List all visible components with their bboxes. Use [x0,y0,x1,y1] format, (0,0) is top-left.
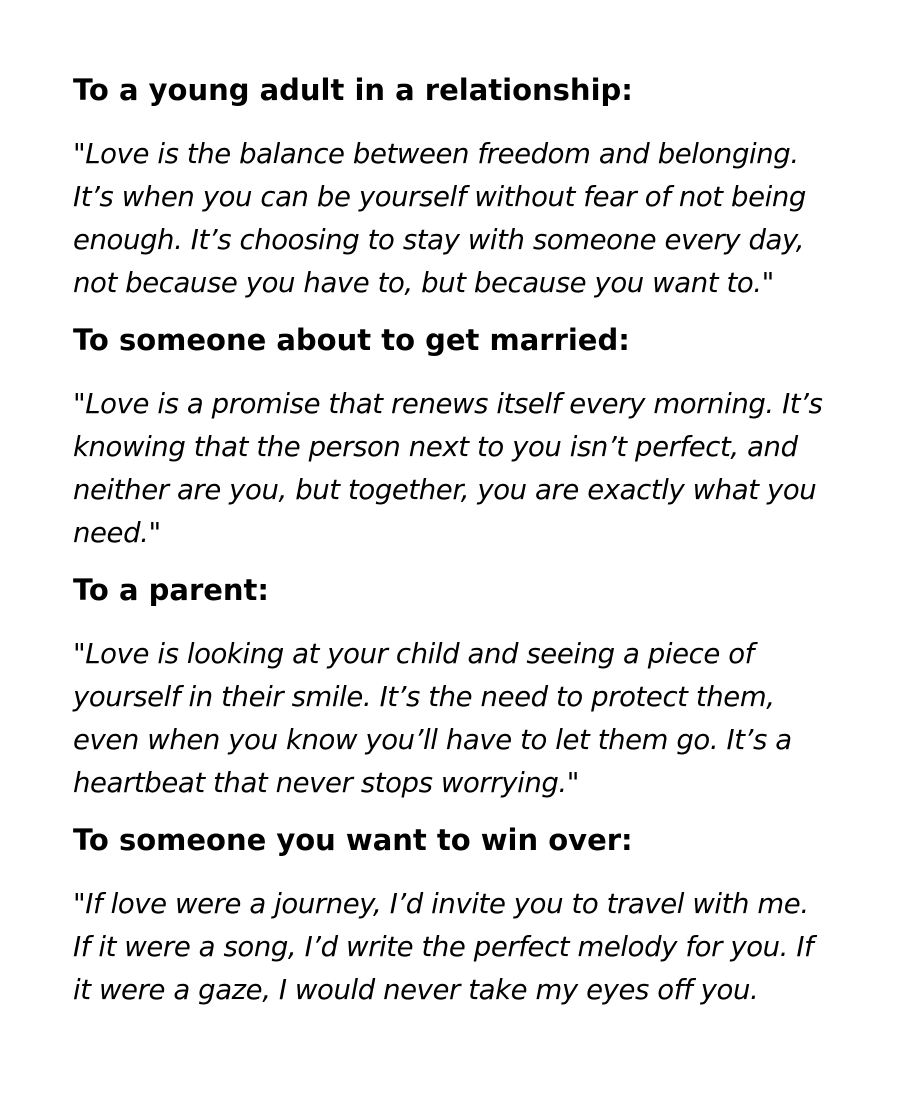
section-quote [73,633,873,805]
quote-line: "Love is the balance between freedom and belonging. [73,138,799,170]
section-heading: To a parent: [73,573,270,607]
section-getting-married [73,320,873,555]
quote-line: If it were a song, I’d write the perfect melody for you. If [73,931,814,963]
section-quote [73,383,873,555]
quote-line: "Love is a promise that renews itself every morning. It’s [73,388,823,420]
document-page [73,70,873,1012]
quote-line: "If love were a journey, I’d invite you to travel with me. [73,888,809,920]
section-heading: To someone you want to win over: [73,823,633,857]
quote-line: yourself in their smile. It’s the need to protect them, [73,681,775,713]
quote-line: knowing that the person next to you isn’t perfect, and [73,431,798,463]
quote-line: even when you know you’ll have to let them go. It’s a [73,724,792,756]
section-young-adult [73,70,873,305]
quote-line: heartbeat that never stops worrying." [73,767,579,799]
section-quote [73,883,873,1012]
quote-line: need." [73,517,161,549]
quote-line: enough. It’s choosing to stay with someone every day, [73,224,805,256]
quote-line: neither are you, but together, you are exactly what you [73,474,817,506]
quote-line: It’s when you can be yourself without fear of not being [73,181,806,213]
section-heading: To a young adult in a relationship: [73,73,633,107]
section-heading: To someone about to get married: [73,323,630,357]
quote-line: it were a gaze, I would never take my eyes off you. [73,974,759,1006]
section-win-over [73,820,873,1012]
section-quote [73,133,873,305]
quote-line: "Love is looking at your child and seeing a piece of [73,638,754,670]
section-parent [73,570,873,805]
quote-line: not because you have to, but because you want to." [73,267,774,299]
